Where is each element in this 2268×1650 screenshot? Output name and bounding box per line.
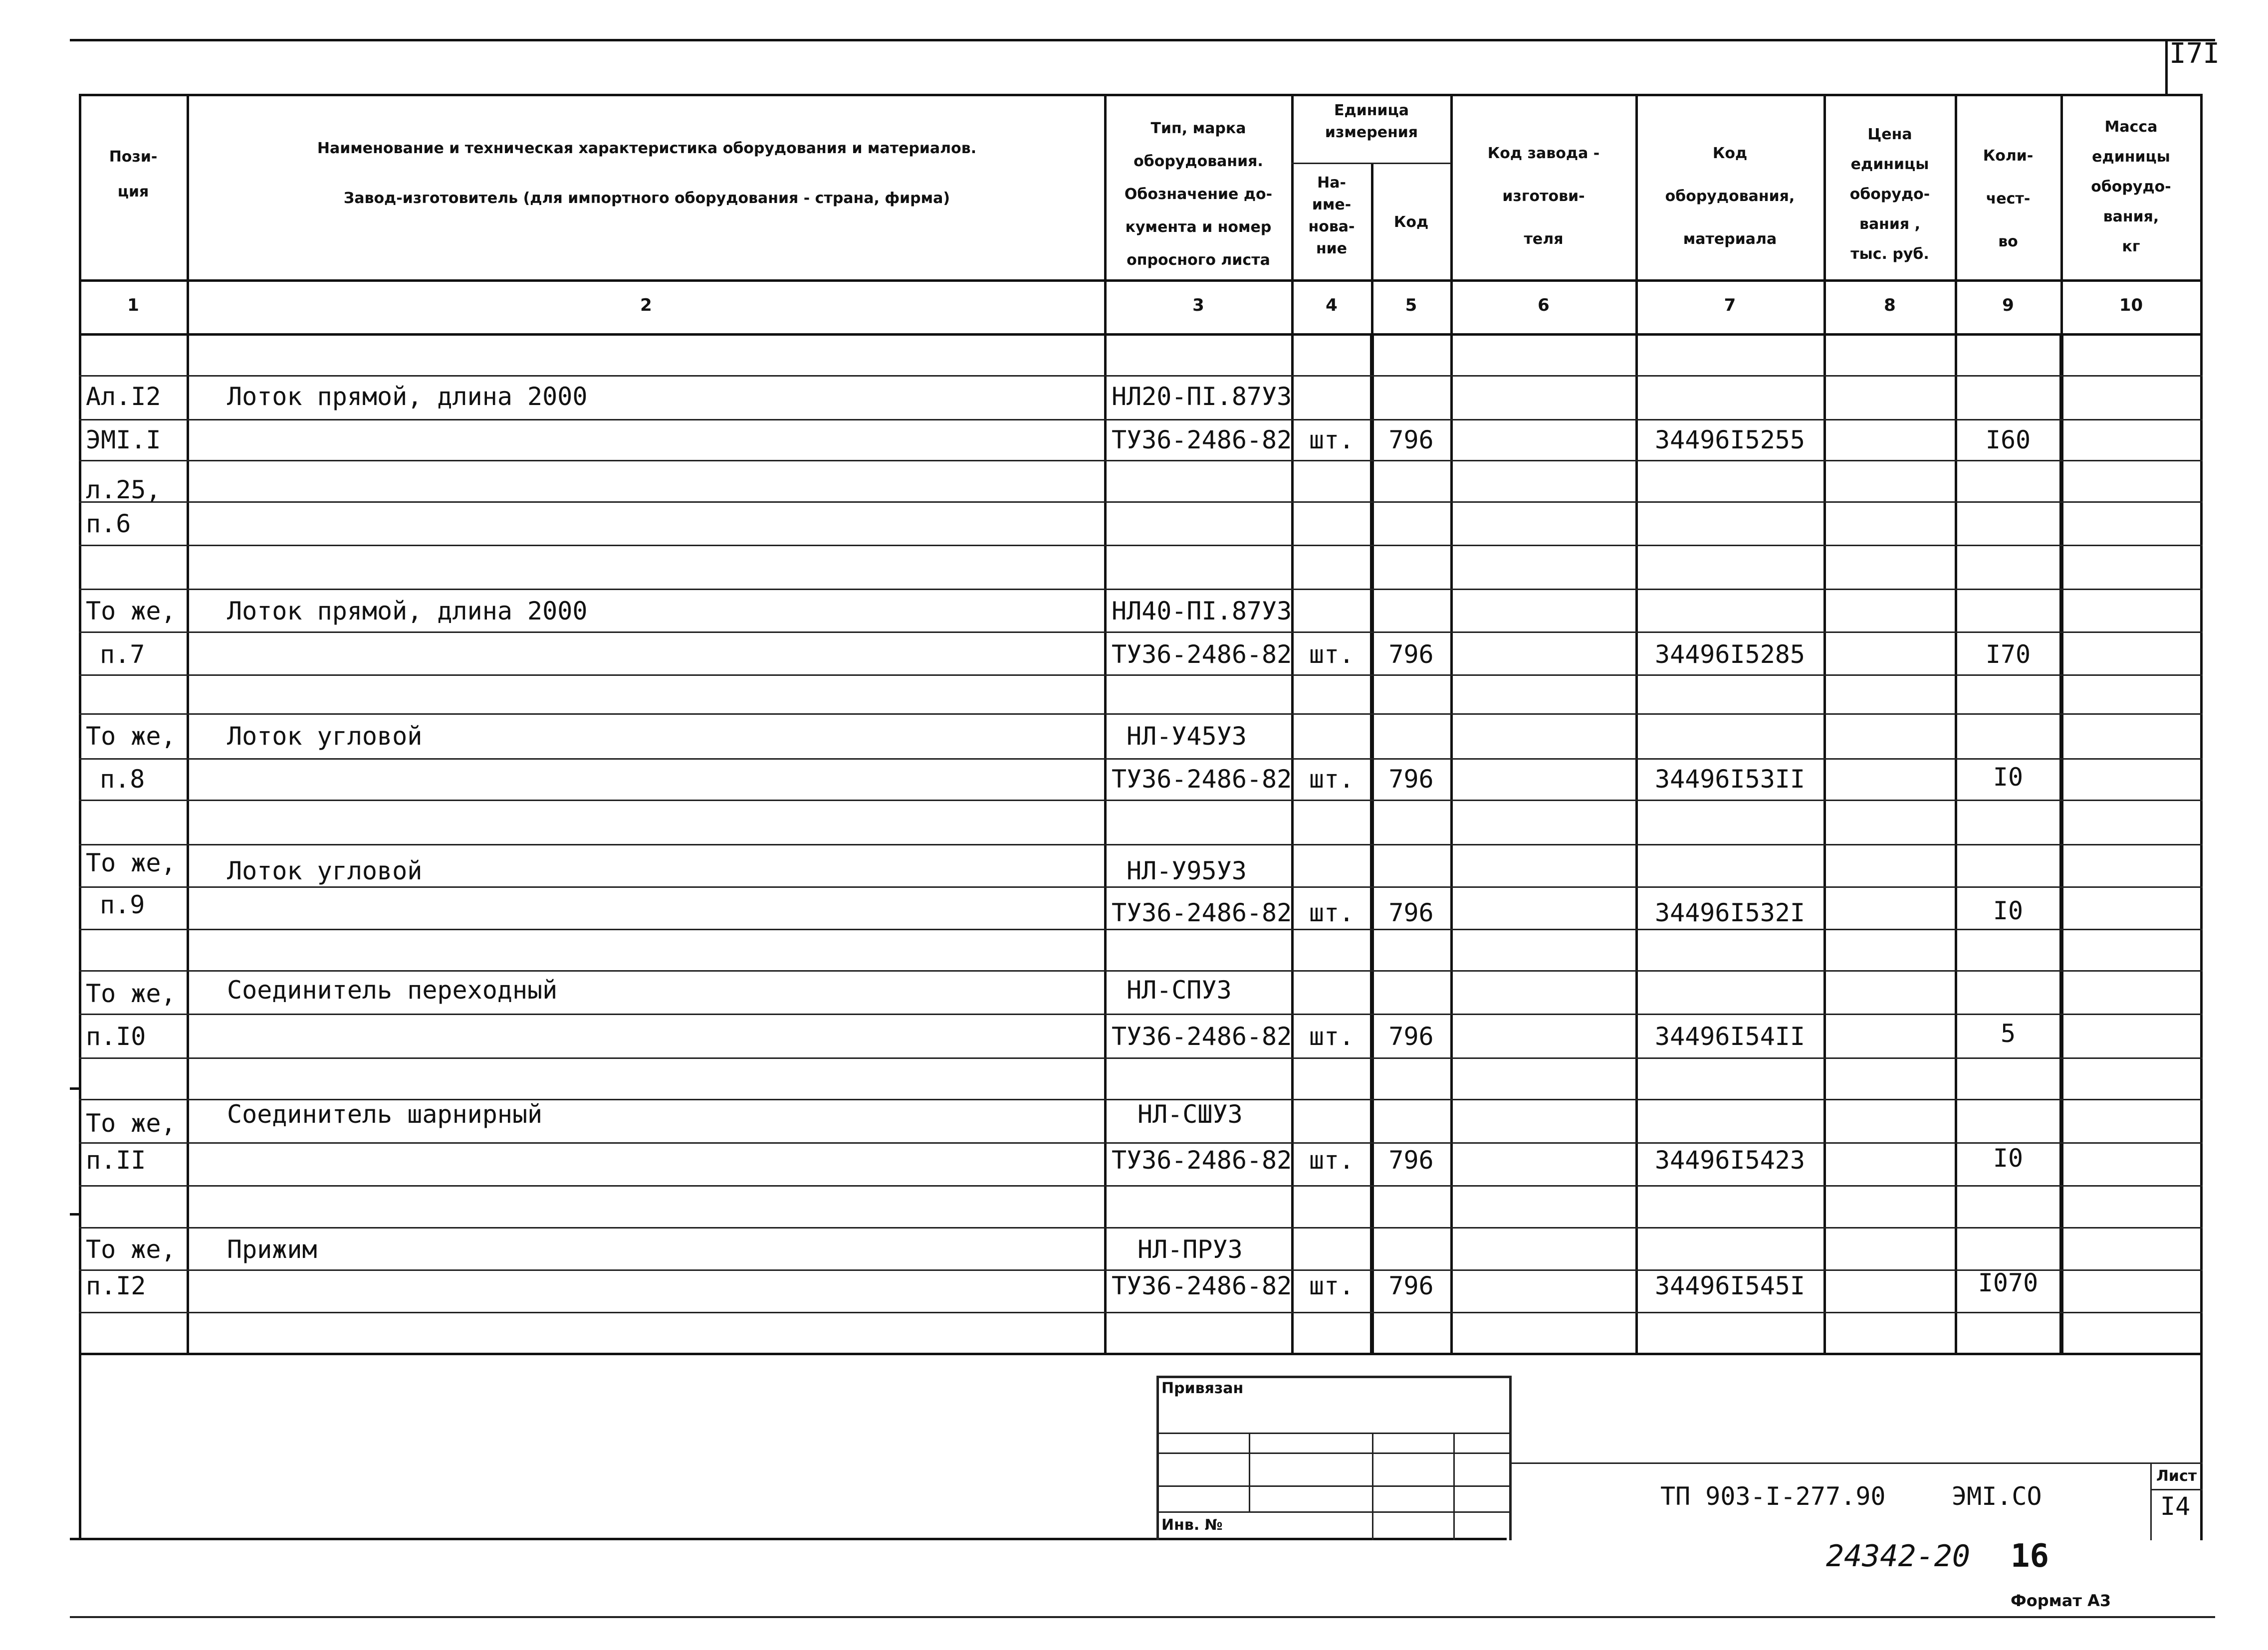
row-equipment-code: 34496I54II: [1654, 1022, 1806, 1051]
bottom-border-line: [70, 1616, 2215, 1618]
row-line: [79, 1057, 2203, 1059]
colnum-3: 3: [1192, 295, 1204, 315]
row-name: Соединитель шарнирный: [227, 1100, 543, 1129]
colnum-2: 2: [640, 295, 652, 315]
row-quantity: I70: [1985, 640, 2031, 669]
frame-right: [2200, 94, 2203, 1540]
row-line: [79, 713, 2203, 715]
stamp-col-line: [1372, 1433, 1373, 1540]
row-position: п.7: [100, 640, 145, 669]
row-quantity: I0: [1993, 896, 2024, 925]
row-line: [79, 1312, 2203, 1313]
row-type: ТУ36-2486-82: [1112, 425, 1292, 454]
top-border-line: [70, 39, 2215, 41]
sheet-corner-number: I7I: [2169, 37, 2220, 70]
row-unit: шт.: [1309, 1146, 1355, 1175]
row-type: ТУ36-2486-82: [1112, 1022, 1292, 1051]
row-position: п.I2: [86, 1271, 146, 1300]
colnum-10: 10: [2119, 295, 2143, 315]
row-equipment-code: 34496I5423: [1654, 1146, 1806, 1175]
row-name: Прижим: [227, 1235, 317, 1264]
row-position: То же,: [86, 1235, 176, 1264]
stamp-left: [1156, 1376, 1159, 1540]
row-line: [79, 501, 2203, 503]
row-line: [79, 800, 2203, 801]
row-equipment-code: 34496I545I: [1654, 1271, 1806, 1300]
header-price: Цена единицы оборудо- вания , тыс. руб.: [1849, 126, 1930, 263]
row-position: Ал.I2: [86, 382, 161, 411]
row-name: Лоток угловой: [227, 722, 423, 751]
row-line: [79, 1185, 2203, 1187]
row-name: Лоток прямой, длина 2000: [227, 382, 588, 411]
colnum-bottom: [79, 333, 2203, 336]
row-unit-code: 796: [1388, 765, 1434, 794]
row-position: То же,: [86, 1109, 176, 1138]
row-position: п.I0: [86, 1022, 146, 1051]
row-type: ТУ36-2486-82: [1112, 1271, 1292, 1300]
colnum-1: 1: [127, 295, 139, 315]
row-position: п.8: [100, 765, 145, 794]
row-line: [79, 886, 2203, 888]
row-type: НЛ-СПУЗ: [1127, 976, 1232, 1005]
corner-divider: [2165, 39, 2168, 96]
stamp-col-line: [1453, 1433, 1455, 1540]
doc-block-top: [1509, 1462, 2203, 1464]
handwritten-page: 16: [2011, 1538, 2049, 1575]
row-unit-code: 796: [1388, 1022, 1434, 1051]
handwritten-number: 24342-20: [1826, 1539, 1970, 1574]
frame-top: [79, 94, 2203, 96]
row-position: То же,: [86, 979, 176, 1008]
row-quantity: I0: [1993, 1144, 2024, 1173]
row-line: [79, 929, 2203, 930]
header-equipment-code: Код оборудования, материала: [1665, 145, 1795, 248]
row-line: [79, 758, 2203, 760]
colnum-7: 7: [1724, 295, 1736, 315]
row-type: ТУ36-2486-82: [1112, 1146, 1292, 1175]
row-name: Лоток угловой: [227, 856, 423, 885]
row-unit-code: 796: [1388, 640, 1434, 669]
row-line: [79, 631, 2203, 633]
header-type: Тип, марка оборудования. Обозначение до- кумента и номер опросного листа: [1124, 120, 1273, 269]
row-type: НЛ20-ПI.87УЗ: [1112, 382, 1292, 411]
row-line: [79, 460, 2203, 461]
sheet-box-divider: [2150, 1489, 2203, 1490]
sheet-number: I4: [2160, 1492, 2191, 1521]
row-quantity: I60: [1985, 425, 2031, 454]
row-type: НЛ40-ПI.87УЗ: [1112, 597, 1292, 625]
margin-tick: [70, 1213, 81, 1216]
row-line: [79, 674, 2203, 676]
header-bottom: [79, 279, 2203, 282]
row-line: [79, 844, 2203, 845]
row-unit-code: 796: [1388, 425, 1434, 454]
row-line: [79, 970, 2203, 972]
stamp-row-line: [1156, 1485, 1512, 1487]
row-position: То же,: [86, 722, 176, 751]
row-equipment-code: 34496I53II: [1654, 765, 1806, 794]
col-divider-1: [187, 94, 189, 1353]
header-name-line2: Завод-изготовитель (для импортного оборудования - страна, фирма): [343, 190, 950, 207]
colnum-6: 6: [1538, 295, 1550, 315]
row-type: НЛ-СШУЗ: [1137, 1100, 1243, 1129]
header-mass: Масса единицы оборудо- вания, кг: [2091, 118, 2171, 255]
row-type: ТУ36-2486-82: [1112, 640, 1292, 669]
doc-suffix: ЭМI.СО: [1952, 1482, 2042, 1511]
row-line: [79, 1227, 2203, 1229]
row-line: [79, 1142, 2203, 1144]
row-position: То же,: [86, 848, 176, 877]
header-unit-name: На- име- нова- ние: [1308, 174, 1355, 257]
row-unit: шт.: [1309, 898, 1355, 927]
row-line: [79, 1014, 2203, 1015]
row-name: Соединитель переходный: [227, 976, 558, 1005]
colnum-8: 8: [1884, 295, 1896, 315]
row-position: То же,: [86, 597, 176, 625]
row-type: НЛ-У45УЗ: [1127, 722, 1247, 751]
row-type: НЛ-У95УЗ: [1127, 856, 1247, 885]
col-divider-5: [1450, 94, 1453, 1353]
row-quantity: I070: [1978, 1268, 2039, 1297]
row-unit: шт.: [1309, 765, 1355, 794]
margin-tick: [70, 1087, 81, 1090]
row-unit: шт.: [1309, 1271, 1355, 1300]
frame-bottom: [70, 1538, 1507, 1540]
row-line: [79, 419, 2203, 420]
colnum-9: 9: [2002, 295, 2014, 315]
row-unit-code: 796: [1388, 1271, 1434, 1300]
unit-group-divider: [1291, 163, 1451, 164]
col-divider-2: [1104, 94, 1107, 1353]
row-type: ТУ36-2486-82: [1112, 898, 1292, 927]
row-type: НЛ-ПРУЗ: [1137, 1235, 1243, 1264]
stamp-top: [1156, 1376, 1512, 1378]
row-line: [79, 545, 2203, 546]
sheet-box-left: [2150, 1462, 2152, 1540]
row-unit-code: 796: [1388, 1146, 1434, 1175]
format-label: Формат А3: [2011, 1591, 2111, 1610]
row-unit: шт.: [1309, 640, 1355, 669]
row-position: п.II: [86, 1146, 146, 1175]
header-position: Пози- ция: [109, 148, 158, 201]
bold-box-right: [2059, 333, 2063, 1353]
header-unit-group: Единица измерения: [1325, 102, 1418, 141]
stamp-col-line: [1249, 1433, 1250, 1511]
doc-code: ТП 903-I-277.90: [1660, 1482, 1886, 1511]
row-equipment-code: 34496I532I: [1654, 898, 1806, 927]
row-position: п.6: [86, 509, 131, 538]
stamp-inv-no: Инв. №: [1161, 1516, 1223, 1534]
stamp-row-line: [1156, 1433, 1512, 1434]
stamp-privyazan: Привязан: [1161, 1380, 1244, 1397]
row-line: [79, 589, 2203, 590]
row-unit: шт.: [1309, 425, 1355, 454]
header-name-line1: Наименование и техническая характеристика оборудования и материалов.: [317, 140, 977, 157]
row-position: п.9: [100, 890, 145, 919]
row-quantity: I0: [1993, 763, 2024, 792]
row-position: ЭМI.I: [86, 425, 161, 454]
body-bottom: [79, 1353, 2203, 1355]
colnum-5: 5: [1405, 295, 1417, 315]
row-equipment-code: 34496I5255: [1654, 425, 1806, 454]
col-divider-7: [1823, 94, 1826, 1353]
bold-box-left: [1370, 333, 1374, 1353]
row-type: ТУ36-2486-82: [1112, 765, 1292, 794]
row-quantity: 5: [2000, 1019, 2016, 1048]
colnum-4: 4: [1326, 295, 1338, 315]
header-unit-code: Код: [1393, 213, 1429, 231]
sheet-label: Лист: [2156, 1467, 2197, 1485]
header-factory-code: Код завода - изготови- теля: [1487, 145, 1600, 248]
row-equipment-code: 34496I5285: [1654, 640, 1806, 669]
row-position: л.25,: [86, 475, 161, 504]
stamp-row-line: [1156, 1511, 1512, 1513]
row-unit-code: 796: [1388, 898, 1434, 927]
header-quantity: Коли- чест- во: [1983, 147, 2034, 250]
row-line: [79, 375, 2203, 377]
stamp-row-line: [1156, 1452, 1512, 1454]
row-name: Лоток прямой, длина 2000: [227, 597, 588, 625]
row-unit: шт.: [1309, 1022, 1355, 1051]
stamp-right: [1509, 1376, 1512, 1540]
